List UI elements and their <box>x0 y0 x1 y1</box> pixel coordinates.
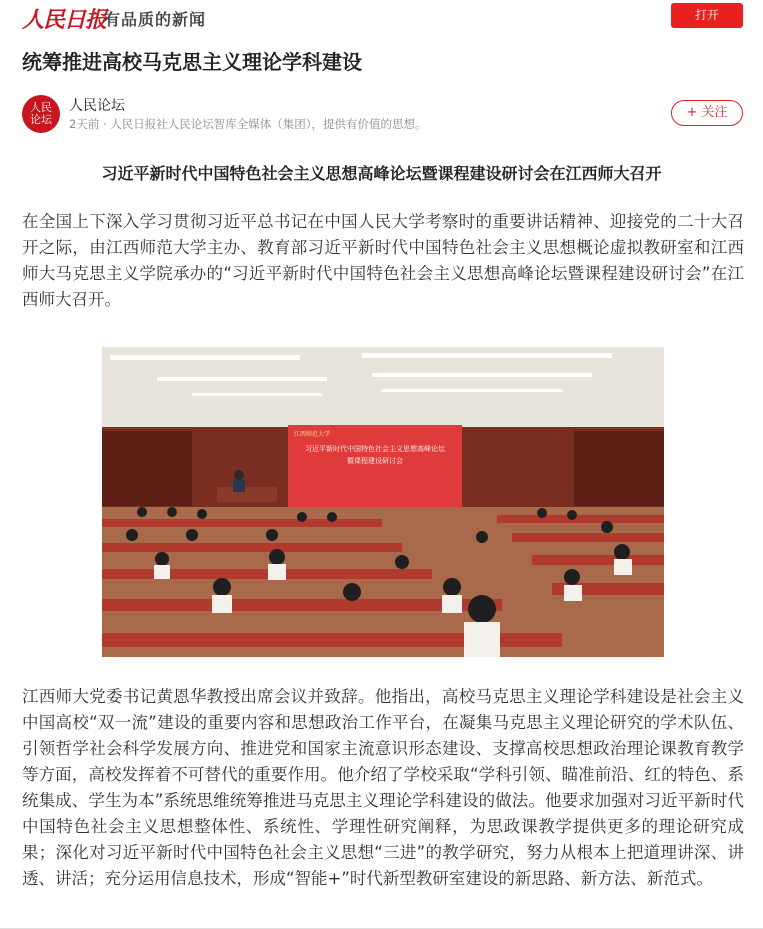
author-meta: 2天前 · 人民日报社人民论坛智库全媒体（集团），提供有价值的思想。 <box>69 117 427 131</box>
screen-header: 江西师范大学 <box>294 431 331 438</box>
open-app-button[interactable]: 打开 <box>671 3 743 28</box>
author-name[interactable]: 人民论坛 <box>69 98 125 114</box>
conference-photo <box>102 347 664 657</box>
top-bar <box>0 0 763 38</box>
article-title: 统筹推进高校马克思主义理论学科建设 <box>22 50 362 74</box>
article-subheading: 习近平新时代中国特色社会主义思想高峰论坛暨课程建设研讨会在江西师大召开 <box>101 164 662 183</box>
avatar-text-line1: 人民 <box>30 101 52 114</box>
paragraph-2: 江西师大党委书记黄恩华教授出席会议并致辞。他指出，高校马克思主义理论学科建设是社会主义中国高校“双一流”建设的重要内容和思想政治工作平台，在凝集马克思主义理论研究的学术队伍、引领哲学社会科学发展方向、推进党和国家主流意识形态建设、支撑高校思想政治理论课教育教学等方面，高校发挥着不可替代的重要作用。他介绍了学校采取“学科引领、瞄准前沿、红的特色、系统集成、学生为本”系统思维统筹推进马克思主义理论学科建设的做法。他要求加强对习近平新时代中国特色社会主义思想整体性、系统性、学理性研究阐释，为思政课教学提供更多的理论研究成果；深化对习近平新时代中国特色社会主义思想“三进”的教学研究，努力从根本上把道理讲深、讲透、讲活；充分运用信息技术，形成“智能+”时代新型教研室建设的新思路、新方法、新范式。 <box>22 687 744 888</box>
screen-title-line1: 习近平新时代中国特色社会主义思想高峰论坛 <box>305 445 445 453</box>
slogan: 有品质的新闻 <box>104 10 207 29</box>
avatar-text-line2: 论坛 <box>30 113 52 126</box>
paragraph-1: 在全国上下深入学习贯彻习近平总书记在中国人民大学考察时的重要讲话精神、迎接党的二十大召开之际，由江西师范大学主办、教育部习近平新时代中国特色社会主义思想概论虚拟教研室和江西师大马克思主义学院承办的“习近平新时代中国特色社会主义思想高峰论坛暨课程建设研讨会”在江西师大召开。 <box>22 212 744 309</box>
author-avatar[interactable] <box>22 95 60 133</box>
screen-title-line2: 暨课程建设研讨会 <box>347 457 403 465</box>
follow-button[interactable]: + 关注 <box>671 100 743 126</box>
people-daily-logo[interactable]: 人民日报 <box>22 7 107 33</box>
